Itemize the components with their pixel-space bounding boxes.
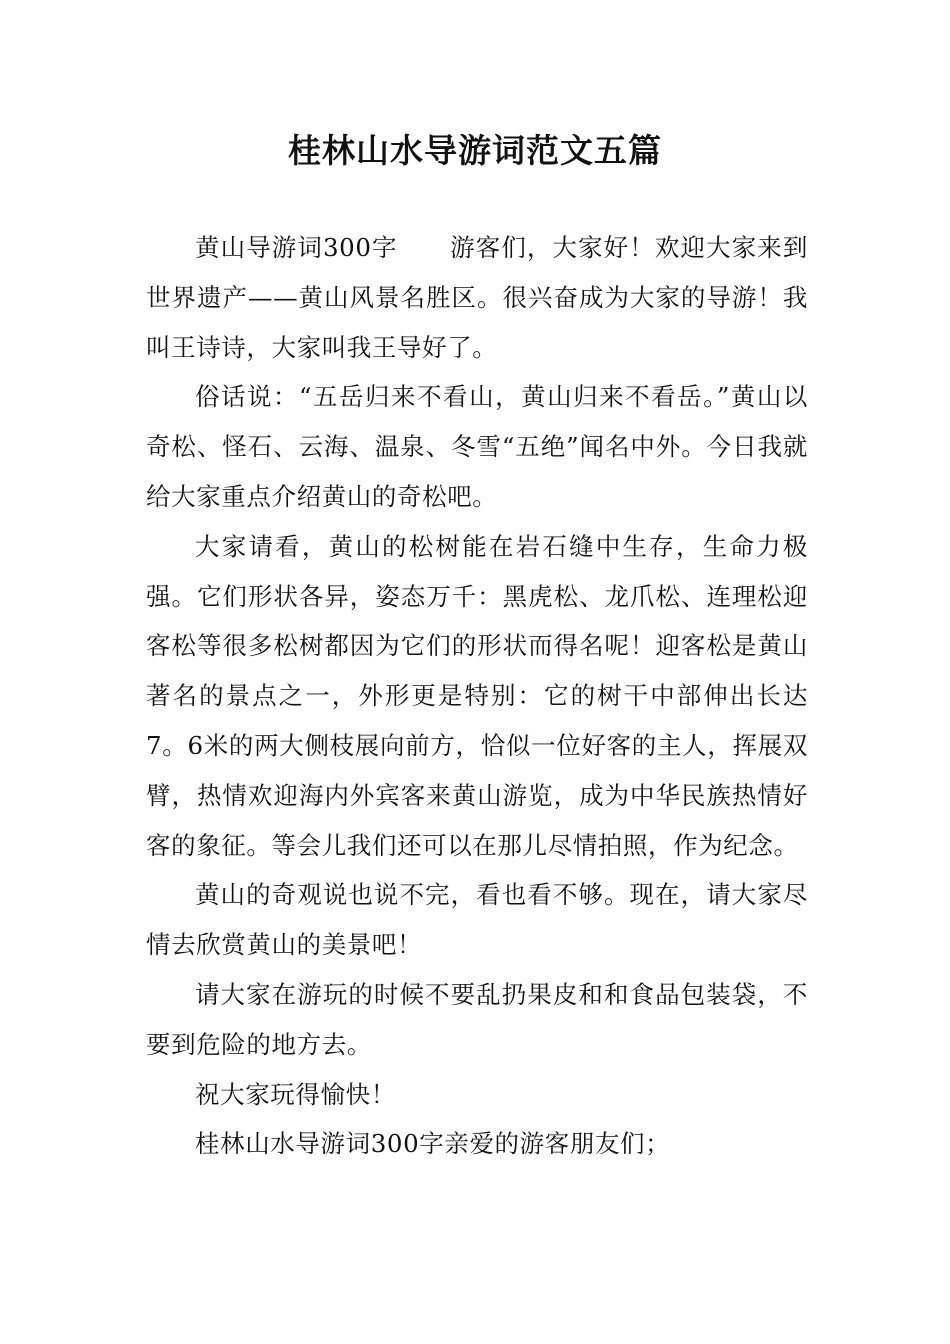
- paragraph-1: [146, 223, 808, 372]
- paragraph-4: 黄山的奇观说也说不完，看也看不够。现在，请大家尽情去欣赏黄山的美景吧！: [146, 880, 808, 960]
- section-heading: 黄山导游词300字: [195, 233, 398, 262]
- paragraph-3: 大家请看，黄山的松树能在岩石缝中生存，生命力极强。它们形状各异，姿态万千：黑虎松、龙爪松、连理松迎客松等很多松树都因为它们的形状而得名呢！迎客松是黄山著名的景点之一，外形更是特别：它的树干中部伸出长达7。6米的两大侧枝展向前方，恰似一位好客的主人，挥展双臂，热情欢迎海内外宾客来黄山游览，成为中华民族热情好客的象征。等会儿我们还可以在那儿尽情拍照，作为纪念。: [146, 531, 808, 860]
- document-body: [146, 223, 808, 1169]
- paragraph-5: 请大家在游玩的时候不要乱扔果皮和和食品包装袋，不要到危险的地方去。: [146, 979, 808, 1059]
- document-title: 桂林山水导游词范文五篇: [288, 131, 662, 170]
- paragraph-2: 俗话说：“五岳归来不看山，黄山归来不看岳。”黄山以奇松、怪石、云海、温泉、冬雪“五绝”闻名中外。今日我就给大家重点介绍黄山的奇松吧。: [146, 382, 808, 511]
- paragraph-7: 桂林山水导游词300字亲爱的游客朋友们；: [195, 1129, 671, 1159]
- paragraph-1-text: 游客们，大家好！欢迎大家来到世界遗产——黄山风景名胜区。很兴奋成为大家的导游！我叫王诗诗，大家叫我王导好了。: [146, 233, 808, 362]
- paragraph-6: 祝大家玩得愉快！: [195, 1079, 396, 1109]
